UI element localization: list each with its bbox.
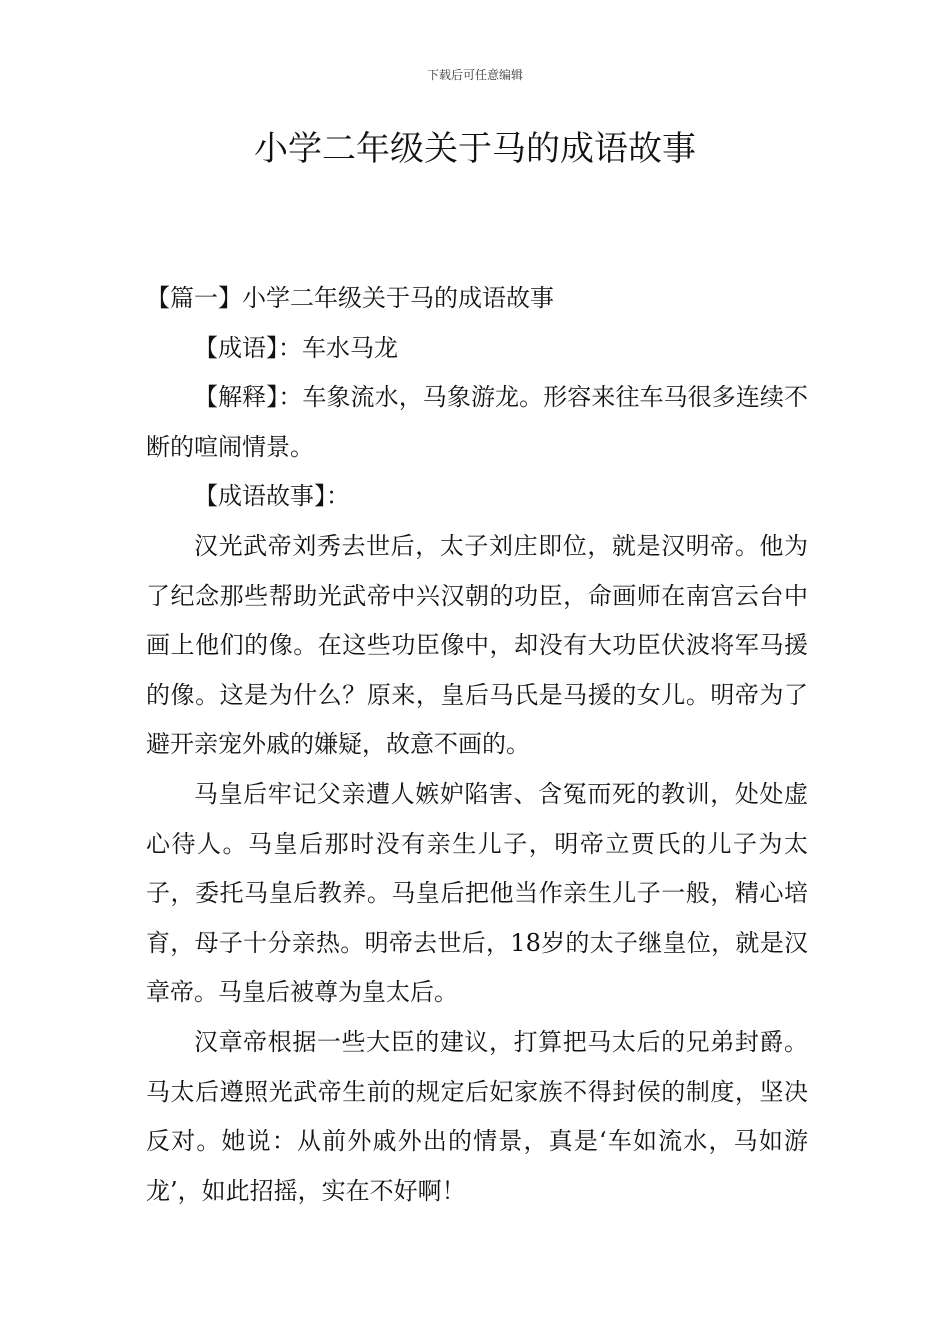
explanation-line: 【解释】：车象流水，马象游龙。形容来往车马很多连续不断的喧闹情景。	[146, 383, 808, 461]
document-title: 小学二年级关于马的成语故事	[254, 129, 696, 169]
story-paragraph: 马皇后牢记父亲遭人嫉妒陷害、含冤而死的教训，处处虚心待人。马皇后那时没有亲生儿子，明帝立贾氏的儿子为太子，委托马皇后教养。马皇后把他当作亲生儿子一般，精心培育，母子十分亲热。明帝去世后，18岁的太子继皇位，就是汉章帝。马皇后被尊为皇太后。	[146, 779, 808, 1007]
section-heading: 【篇一】小学二年级关于马的成语故事	[146, 284, 554, 312]
story-paragraph: 汉光武帝刘秀去世后，太子刘庄即位，就是汉明帝。他为了纪念那些帮助光武帝中兴汉朝的功臣，命画师在南宫云台中画上他们的像。在这些功臣像中，却没有大功臣伏波将军马援的像。这是为什么？原来，皇后马氏是马援的女儿。明帝为了避开亲宠外戚的嫌疑，故意不画的。	[146, 531, 808, 759]
document-body	[146, 274, 808, 1216]
story-paragraph: 汉章帝根据一些大臣的建议，打算把马太后的兄弟封爵。马太后遵照光武帝生前的规定后妃家族不得封侯的制度，坚决反对。她说：从前外戚外出的情景，真是‘车如流水，马如游龙’，如此招摇，实在不好啊！	[146, 1027, 808, 1205]
header-note: 下载后可任意编辑	[426, 68, 523, 82]
story-heading: 【成语故事】：	[194, 482, 350, 511]
idiom-line: 【成语】：车水马龙	[194, 333, 398, 362]
